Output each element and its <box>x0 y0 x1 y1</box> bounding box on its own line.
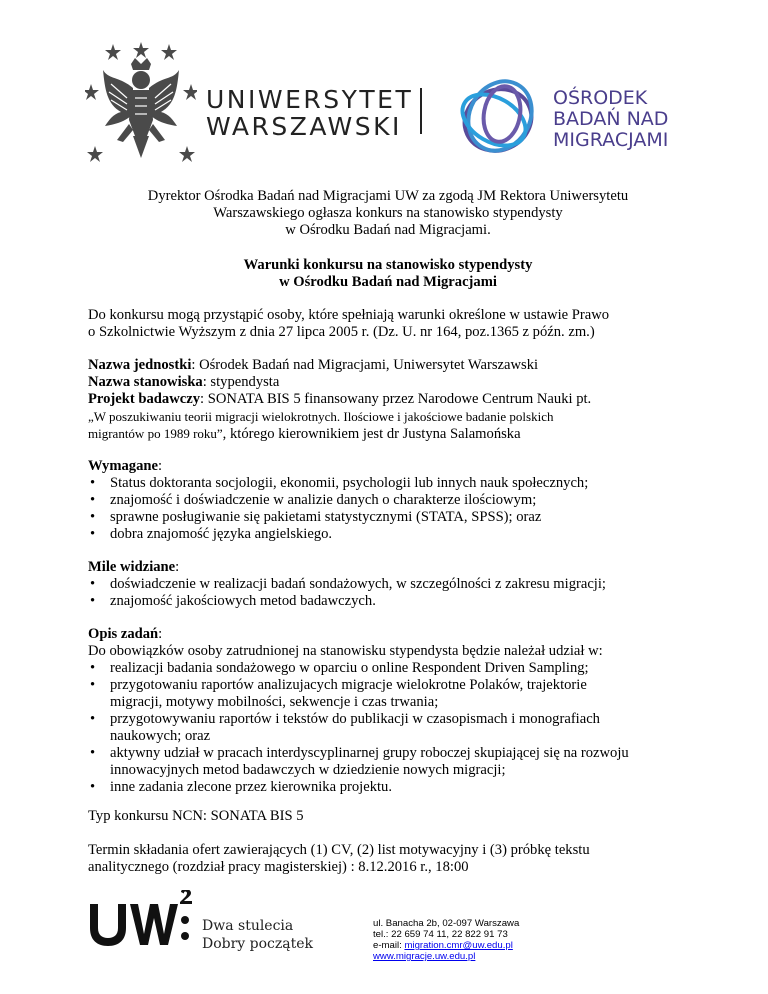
contest-type: Typ konkursu NCN: SONATA BIS 5 <box>88 808 304 824</box>
conditions-title-line: Warunki konkursu na stanowisko stypendysty <box>243 257 533 273</box>
email-label: e-mail: <box>373 940 405 951</box>
required-heading-colon: : <box>158 458 163 474</box>
tagline-line: Dwa stulecia <box>202 918 294 934</box>
list-item <box>88 779 688 796</box>
task-line: naukowych; oraz <box>110 728 211 744</box>
details-block <box>88 357 688 443</box>
task-line: • przygotowaniu raportów analizujacych migracje wielokrotne Polaków, trajektorie <box>110 677 587 693</box>
project-value: : SONATA BIS 5 finansowany przez Narodowe Centrum Nauki pt. <box>200 391 592 407</box>
position-row <box>88 374 688 391</box>
list-item: • Status doktoranta socjologii, ekonomii, psychologii lub innych nauk społecznych; <box>88 475 688 492</box>
letterhead <box>0 0 768 175</box>
tasks-intro: Do obowiązków osoby zatrudnionej na stanowisku stypendysta będzie należał udział w: <box>88 643 603 659</box>
required-section <box>88 458 688 543</box>
deadline-paragraph <box>88 842 688 876</box>
center-name-line3: MIGRACJAMI <box>553 129 669 151</box>
required-heading-row <box>88 458 688 475</box>
list-item: • znajomość jakościowych metod badawczych. <box>88 593 688 610</box>
intro-line: Dyrektor Ośrodka Badań nad Migracjami UW za zgodą JM Rektora Uniwersytetu <box>147 188 629 204</box>
eligibility-line: o Szkolnictwie Wyższym z dnia 27 lipca 2005 r. (Dz. U. nr 164, poz.1365 z późn. zm.) <box>88 324 595 340</box>
contact-block <box>373 918 519 962</box>
task-line: • inne zadania zlecone przez kierownika projektu. <box>110 779 393 795</box>
tasks-list <box>88 660 688 796</box>
welcome-heading: Mile widziane <box>88 559 176 575</box>
address: ul. Banacha 2b, 02-097 Warszawa <box>373 918 520 929</box>
email-link[interactable]: migration.cmr@uw.edu.pl <box>404 940 513 951</box>
required-heading: Wymagane <box>88 458 158 474</box>
university-name <box>206 86 413 140</box>
uw-logo-icon <box>88 890 208 946</box>
project-title-line: migrantów po 1989 roku” <box>88 426 223 441</box>
eligibility-paragraph <box>88 307 688 341</box>
task-line: migracji, motywy mobilności, sekwencje i czas trwania; <box>110 694 439 710</box>
deadline-line: Termin składania ofert zawierających (1) CV, (2) list motywacyjny i (3) próbkę tekstu <box>88 842 590 858</box>
intro-paragraph <box>88 188 688 239</box>
welcome-heading-row <box>88 559 688 576</box>
intro-line: w Ośrodku Badań nad Migracjami. <box>285 222 491 238</box>
project-title-end-row <box>88 425 688 443</box>
project-label: Projekt badawczy <box>88 391 201 407</box>
required-list <box>88 475 688 543</box>
tasks-section <box>88 626 688 796</box>
tasks-heading: Opis zadań <box>88 626 159 642</box>
intro-line: Warszawskiego ogłasza konkurs na stanowisko stypendysty <box>213 205 563 221</box>
welcome-section <box>88 559 688 610</box>
website-link[interactable]: www.migracje.uw.edu.pl <box>373 951 476 962</box>
welcome-heading-colon: : <box>175 559 180 575</box>
university-name-line2: WARSZAWSKI <box>206 112 402 141</box>
university-name-line1: UNIWERSYTET <box>206 85 414 114</box>
task-line: • realizacji badania sondażowego w oparciu o online Respondent Driven Sampling; <box>110 660 589 676</box>
list-item <box>88 711 688 745</box>
phone: tel.: 22 659 74 11, 22 822 91 73 <box>373 929 508 940</box>
position-value: : stypendysta <box>202 374 280 390</box>
conditions-title-line: w Ośrodku Badań nad Migracjami <box>279 274 497 290</box>
project-row <box>88 391 688 408</box>
uw-tagline <box>202 917 313 953</box>
list-item: • sprawne posługiwanie się pakietami statystycznymi (STATA, SPSS); oraz <box>88 509 688 526</box>
project-title-line: „W poszukiwaniu teorii migracji wielokrotnych. Ilościowe i jakościowe badanie polskich <box>88 409 554 424</box>
email-row <box>373 940 519 951</box>
task-line: • przygotowywaniu raportów i tekstów do publikacji w czasopismach i monografiach <box>110 711 600 727</box>
tagline-line: Dobry początek <box>202 936 314 952</box>
project-leader: , którego kierownikiem jest dr Justyna Salamońska <box>222 426 521 442</box>
welcome-list <box>88 576 688 610</box>
center-name <box>553 88 668 151</box>
list-item <box>88 745 688 779</box>
tasks-heading-colon: : <box>158 626 163 642</box>
task-line: innowacyjnych metod badawczych w dziedzienie nowych migracji; <box>110 762 506 778</box>
eligibility-line: Do konkursu mogą przystąpić osoby, które spełniają warunki określone w ustawie Prawo <box>88 307 610 323</box>
eagle-emblem-icon <box>85 40 197 170</box>
migration-center-logo-icon <box>448 66 548 166</box>
unit-row <box>88 357 688 374</box>
deadline-line: analitycznego (rozdział pracy magisterskiej) : 8.12.2016 r., 18:00 <box>88 859 469 875</box>
list-item <box>88 660 688 677</box>
center-name-line2: BADAŃ NAD <box>553 108 669 130</box>
list-item: • dobra znajomość języka angielskiego. <box>88 526 688 543</box>
logo-divider <box>420 88 422 134</box>
list-item: • doświadczenie w realizacji badań sondażowych, w szczególności z zakresu migracji; <box>88 576 688 593</box>
unit-value: : Ośrodek Badań nad Migracjami, Uniwersytet Warszawski <box>191 357 539 373</box>
center-name-line1: OŚRODEK <box>553 87 648 109</box>
list-item: • znajomość i doświadczenie w analizie danych o charakterze ilościowym; <box>88 492 688 509</box>
unit-label: Nazwa jednostki <box>88 357 192 373</box>
list-item <box>88 677 688 711</box>
position-label: Nazwa stanowiska <box>88 374 203 390</box>
task-line: • aktywny udział w pracach interdyscyplinarnej grupy roboczej skupiającej się na rozwoju <box>110 745 629 761</box>
conditions-title <box>88 257 688 291</box>
tasks-heading-row <box>88 626 688 643</box>
